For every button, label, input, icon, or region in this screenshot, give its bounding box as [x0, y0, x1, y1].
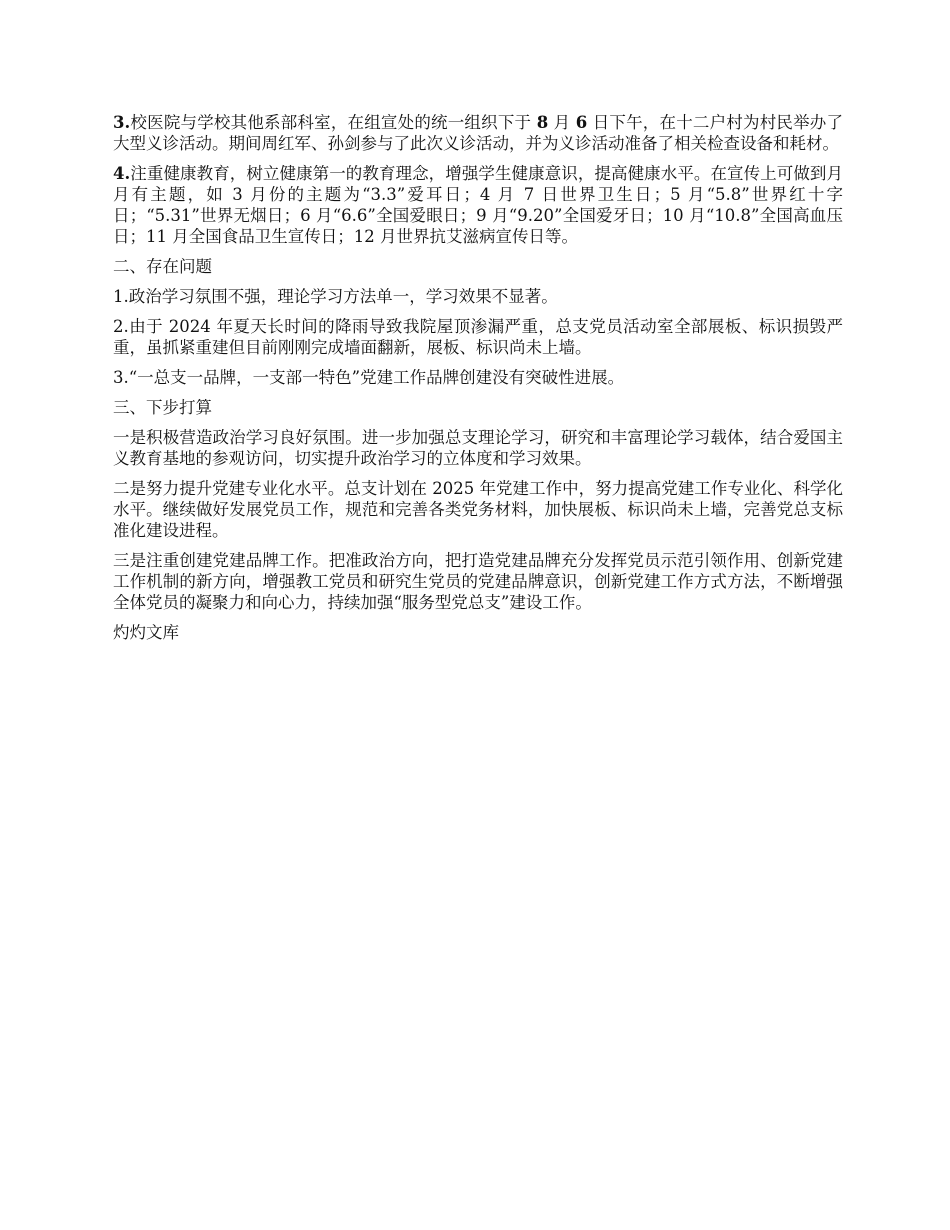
section-heading-plans: 三、下步打算 [113, 398, 212, 417]
paragraph-health-education [113, 163, 843, 247]
text-run-bold: 8 [536, 113, 549, 132]
text-run: 注重健康教育，树立健康第一的教育理念，增强学生健康意识，提高健康水平。在宣传上可做到月月有主题，如 3 月份的主题为“3.3”爱耳日；4 月 7 日世界卫生日；5 月“5.8”世界红十字日；“5.31”世界无烟日；6 月“6.6”全国爱眼日；9 月“9.20”全国爱牙日；10 月“10.8”全国高血压日；11 月全国食品卫生宣传日；12 月世界抗艾滋病宣传日等。 [113, 164, 843, 246]
item-number: 4. [113, 164, 131, 183]
plan-item: 一是积极营造政治学习良好氛围。进一步加强总支理论学习，研究和丰富理论学习载体，结合爱国主义教育基地的参观访问，切实提升政治学习的立体度和学习效果。 [113, 428, 843, 468]
text-run-bold: 6 [575, 113, 588, 132]
problem-item: 2.由于 2024 年夏天长时间的降雨导致我院屋顶渗漏严重，总支党员活动室全部展板、标识损毁严重，虽抓紧重建但目前刚刚完成墙面翻新，展板、标识尚未上墙。 [113, 317, 843, 357]
footer-source-text: 灼灼文库 [113, 623, 179, 642]
plan-item: 二是努力提升党建专业化水平。总支计划在 2025 年党建工作中，努力提高党建工作专业化、科学化水平。继续做好发展党员工作，规范和完善各类党务材料，加快展板、标识尚未上墙，完善党总支标准化建设进程。 [113, 479, 843, 540]
paragraph-clinic-event [113, 112, 843, 154]
section-heading-problems: 二、存在问题 [113, 257, 212, 276]
problem-item: 3.“一总支一品牌，一支部一特色”党建工作品牌创建没有突破性进展。 [113, 368, 625, 387]
item-number: 3. [113, 113, 131, 132]
document-page [113, 112, 843, 652]
problem-item: 1.政治学习氛围不强，理论学习方法单一，学习效果不显著。 [113, 287, 558, 306]
plan-item: 三是注重创建党建品牌工作。把准政治方向，把打造党建品牌充分发挥党员示范引领作用、创新党建工作机制的新方向，增强教工党员和研究生党员的党建品牌意识，创新党建工作方式方法，不断增强全体党员的凝聚力和向心力，持续加强“服务型党总支”建设工作。 [113, 551, 843, 612]
text-run: 月 [548, 113, 576, 132]
text-run: 校医院与学校其他系部科室，在组宣处的统一组织下于 [130, 113, 537, 132]
text-run: 日下午，在十二户村为村民举办了大型义诊活动。期间周红军、孙剑参与了此次义诊活动，并为义诊活动准备了相关检查设备和耗材。 [113, 113, 843, 153]
